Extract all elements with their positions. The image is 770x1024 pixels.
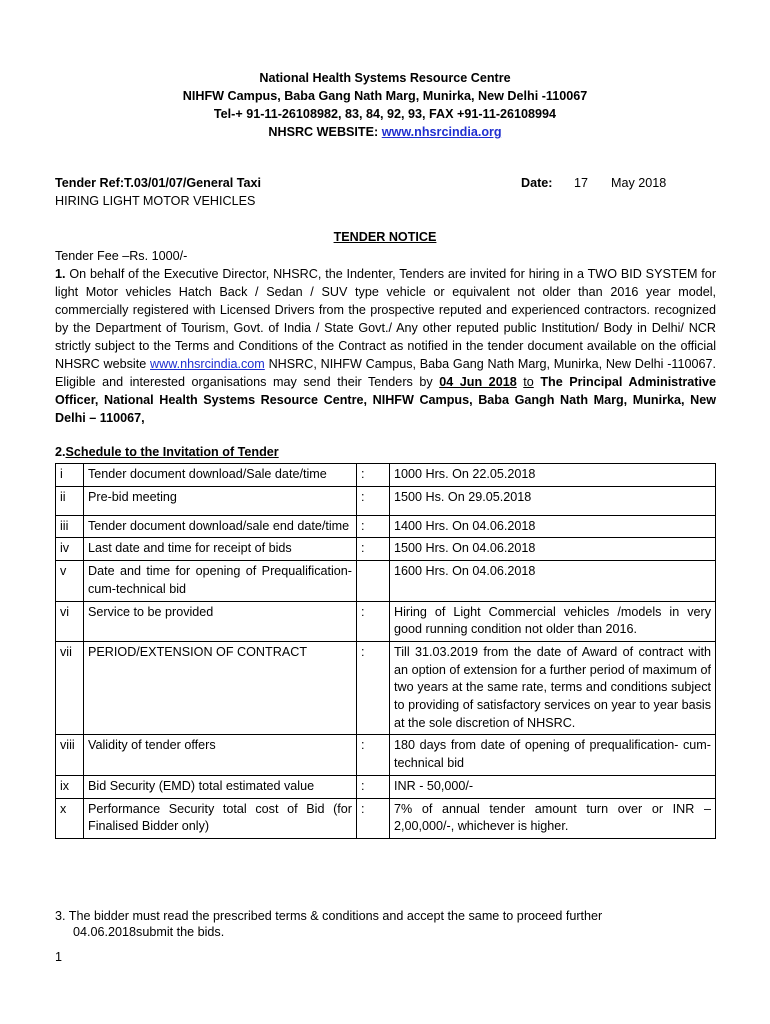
table-row [56,538,716,561]
tender-fee: Tender Fee –Rs. 1000/- [55,249,188,263]
row-item: Service to be provided [84,601,357,641]
row-separator: : [357,515,390,538]
org-website [0,123,770,141]
table-row [56,464,716,487]
row-item: Pre-bid meeting [84,486,357,515]
paragraph-3-text: The bidder must read the prescribed terms & conditions and accept the same to proceed further [68,909,603,923]
row-value: 7% of annual tender amount turn over or INR – 2,00,000/-, whichever is higher. [390,798,716,838]
schedule-heading [55,445,279,459]
row-item: Tender document download/Sale date/time [84,464,357,487]
table-row [56,775,716,798]
deadline-to: to [523,375,534,389]
paragraph-3 [55,907,735,925]
row-value: 1500 Hs. On 29.05.2018 [390,486,716,515]
row-item: Tender document download/sale end date/time [84,515,357,538]
row-item: Performance Security total cost of Bid (for Finalised Bidder only) [84,798,357,838]
schedule-table [55,463,716,839]
row-number: viii [56,735,84,775]
row-separator: : [357,601,390,641]
submission-addressee: The Principal Administrative Officer, National Health Systems Resource Centre, NIHFW Campus, Baba Gangh Nath Marg, Munirka, New Delhi – 110067, [55,375,716,425]
row-number: ii [56,486,84,515]
row-value: 1000 Hrs. On 22.05.2018 [390,464,716,487]
schedule-number: 2. [55,445,66,459]
paragraph-3-number: 3. [55,909,66,923]
row-separator: : [357,486,390,515]
row-value: Till 31.03.2019 from the date of Award of contract with an option of extension for a further period of maximum of two years at the same rate, terms and conditions subject to providing of satisfactory services on year to year basis at the sole discretion of NHSRC. [390,641,716,735]
row-item: Date and time for opening of Prequalification-cum-technical bid [84,561,357,601]
row-separator: : [357,775,390,798]
row-item: Last date and time for receipt of bids [84,538,357,561]
row-value: 1400 Hrs. On 04.06.2018 [390,515,716,538]
paragraph-3-continued: 04.06.2018submit the bids. [73,925,225,939]
date-month-year: May 2018 [611,176,667,190]
schedule-title: Schedule to the Invitation of Tender [65,445,279,459]
website-link[interactable]: www.nhsrcindia.org [381,125,502,139]
page-number: 1 [55,950,63,964]
row-item: PERIOD/EXTENSION OF CONTRACT [84,641,357,735]
row-separator: : [357,538,390,561]
row-number: iv [56,538,84,561]
table-row [56,798,716,838]
row-number: v [56,561,84,601]
row-item: Validity of tender offers [84,735,357,775]
table-row [56,486,716,515]
table-row [56,515,716,538]
org-contact: Tel-+ 91-11-26108982, 83, 84, 92, 93, FAX +91-11-26108994 [213,107,557,121]
row-number: x [56,798,84,838]
website-label: NHSRC WEBSITE: [268,125,379,139]
row-separator: : [357,735,390,775]
org-name: National Health Systems Resource Centre [259,71,511,85]
row-separator: : [357,798,390,838]
row-value: 1600 Hrs. On 04.06.2018 [390,561,716,601]
row-number: i [56,464,84,487]
row-item: Bid Security (EMD) total estimated value [84,775,357,798]
paragraph-1-text-2: NHSRC, NIHFW Campus, Baba Gang Nath Marg, Munirka, New Delhi -110067. Eligible and interested organisations may send their Tenders by [55,357,717,389]
paragraph-1-text: On behalf of the Executive Director, NHSRC, the Indenter, Tenders are invited for hiring in a TWO BID SYSTEM for light Motor vehicles Hatch Back / Sedan / SUV type vehicle or equivalent not older than 2016 year model, commercially registered with Licensed Drivers from the prospective reputed and experienced contractors. recognized by the Department of Tourism, Govt. of India / State Govt./ Any other reputed public Institution/ Body in Delhi/ NCR strictly subject to the Terms and Conditions of the Contract as notified in the tender document available on the official NHSRC website [55,267,717,371]
row-number: vii [56,641,84,735]
table-row [56,561,716,601]
org-address: NIHFW Campus, Baba Gang Nath Marg, Munirka, New Delhi -110067 [182,89,588,103]
date-day: 17 [574,176,589,190]
row-number: iii [56,515,84,538]
row-separator [357,561,390,601]
tender-website-link[interactable]: www.nhsrcindia.com [150,357,265,371]
row-separator: : [357,641,390,735]
row-value: 1500 Hrs. On 04.06.2018 [390,538,716,561]
row-value: Hiring of Light Commercial vehicles /models in very good running condition not older than 2016. [390,601,716,641]
table-row [56,641,716,735]
notice-title: TENDER NOTICE [333,230,437,244]
paragraph-1 [55,265,716,427]
row-separator: : [357,464,390,487]
row-value: INR - 50,000/- [390,775,716,798]
date-label: Date: [521,176,553,190]
submission-deadline: 04 Jun 2018 [439,375,517,389]
tender-ref: Tender Ref:T.03/01/07/General Taxi [55,176,262,190]
paragraph-1-number: 1. [55,267,66,281]
tender-subject: HIRING LIGHT MOTOR VEHICLES [55,194,256,208]
row-value: 180 days from date of opening of prequalification- cum-technical bid [390,735,716,775]
row-number: vi [56,601,84,641]
row-number: ix [56,775,84,798]
table-row [56,735,716,775]
table-row [56,601,716,641]
